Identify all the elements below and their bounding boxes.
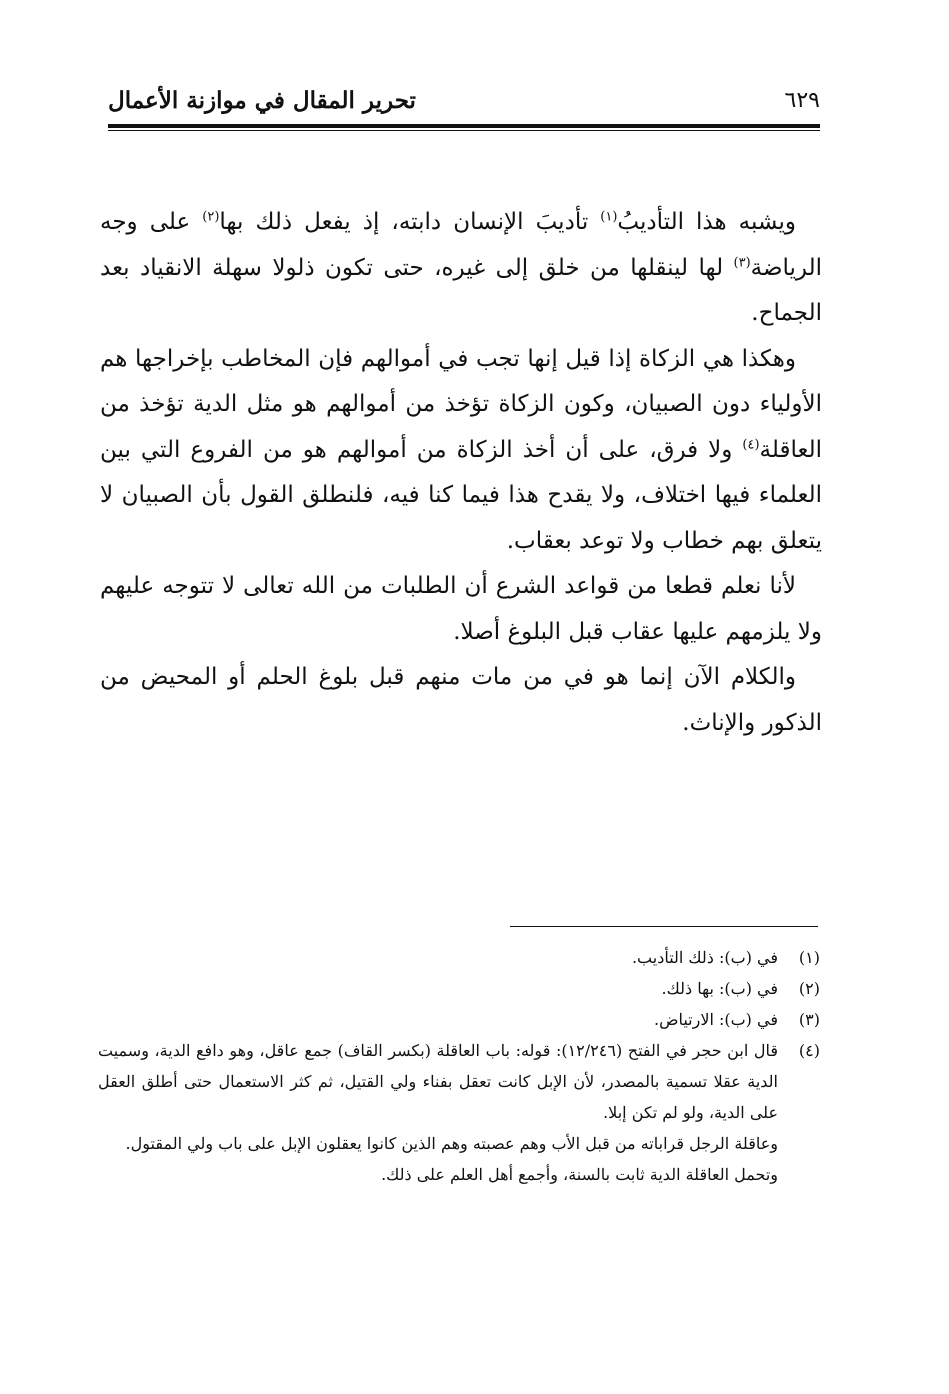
footnote-4-continuation-1: وعاقلة الرجل قراباته من قبل الأب وهم عصبته وهم الذين كانوا يعقلون الإبل على باب ولي المقتول. [125, 1134, 778, 1153]
footnote-4 [98, 1035, 820, 1128]
footnote-text: قال ابن حجر في الفتح (١٢/٢٤٦): قوله: باب العاقلة (بكسر القاف) جمع عاقل، وهو دافع الدية، وسميت الدية عقلا تسمية بالمصدر، لأن الإبل كانت تعقل بفناء ولي القتيل، ثم كثر الاستعمال حتى أطلق العقل على الدية، ولو لم تكن إبلا. [98, 1041, 779, 1122]
footnotes [98, 942, 820, 1190]
footnote-number: (٣) [798, 1010, 820, 1029]
footnote-ref-3[interactable]: (٣) [733, 254, 751, 270]
footnote-separator [510, 926, 818, 927]
footnote-number: (٤) [798, 1041, 820, 1060]
footnote-text: في (ب): ذلك التأديب. [631, 948, 778, 967]
main-text [100, 200, 822, 746]
footnote-2 [98, 973, 820, 1004]
paragraph-4: والكلام الآن إنما هو في من مات منهم قبل بلوغ الحلم أو المحيض من الذكور والإناث. [100, 664, 822, 736]
footnote-ref-1[interactable]: (١) [600, 209, 618, 225]
book-title: تحرير المقال في موازنة الأعمال [108, 86, 416, 114]
page-number: ٦٢٩ [784, 87, 820, 113]
footnote-ref-2[interactable]: (٢) [202, 209, 220, 225]
footnote-4-continuation-2: وتحمل العاقلة الدية ثابت بالسنة، وأجمع أهل العلم على ذلك. [381, 1165, 778, 1184]
paragraph-1: ويشبه هذا التأديبُ$^{(١)}$ تأديبَ الإنسان دابته، إذ يفعل ذلك بها$^{(٢)}$ على وجه الرياضة$^{(٣)}$ لها لينقلها من خلق إلى غيره، حتى تكون ذلولا سهلة الانقياد بعد الجماح. [100, 209, 822, 326]
footnote-number: (٢) [798, 979, 820, 998]
footnote-1 [98, 942, 820, 973]
running-header [108, 80, 820, 120]
footnote-number: (١) [798, 948, 820, 967]
footnote-text: في (ب): الارتياض. [654, 1010, 778, 1029]
footnote-3 [98, 1004, 820, 1035]
paragraph-3: لأنا نعلم قطعا من قواعد الشرع أن الطلبات من الله تعالى لا تتوجه عليهم ولا يلزمهم عليها عقاب قبل البلوغ أصلا. [100, 573, 822, 645]
paragraph-2: وهكذا هي الزكاة إذا قيل إنها تجب في أموالهم فإن المخاطب بإخراجها هم الأولياء دون الصبيان، وكون الزكاة تؤخذ من أموالهم هو مثل الدية تؤخذ من العاقلة$^{(٤)}$ ولا فرق، على أن أخذ الزكاة من أموالهم هو من الفروع التي بين العلماء فيها اختلاف، ولا يقدح هذا فيما كنا فيه، فلنطلق القول بأن الصبيان لا يتعلق بهم خطاب ولا توعد بعقاب. [100, 345, 822, 554]
footnote-text: في (ب): بها ذلك. [661, 979, 778, 998]
footnote-ref-4[interactable]: (٤) [742, 436, 760, 452]
header-rule-thin [108, 130, 820, 131]
header-rule-thick [108, 124, 820, 128]
